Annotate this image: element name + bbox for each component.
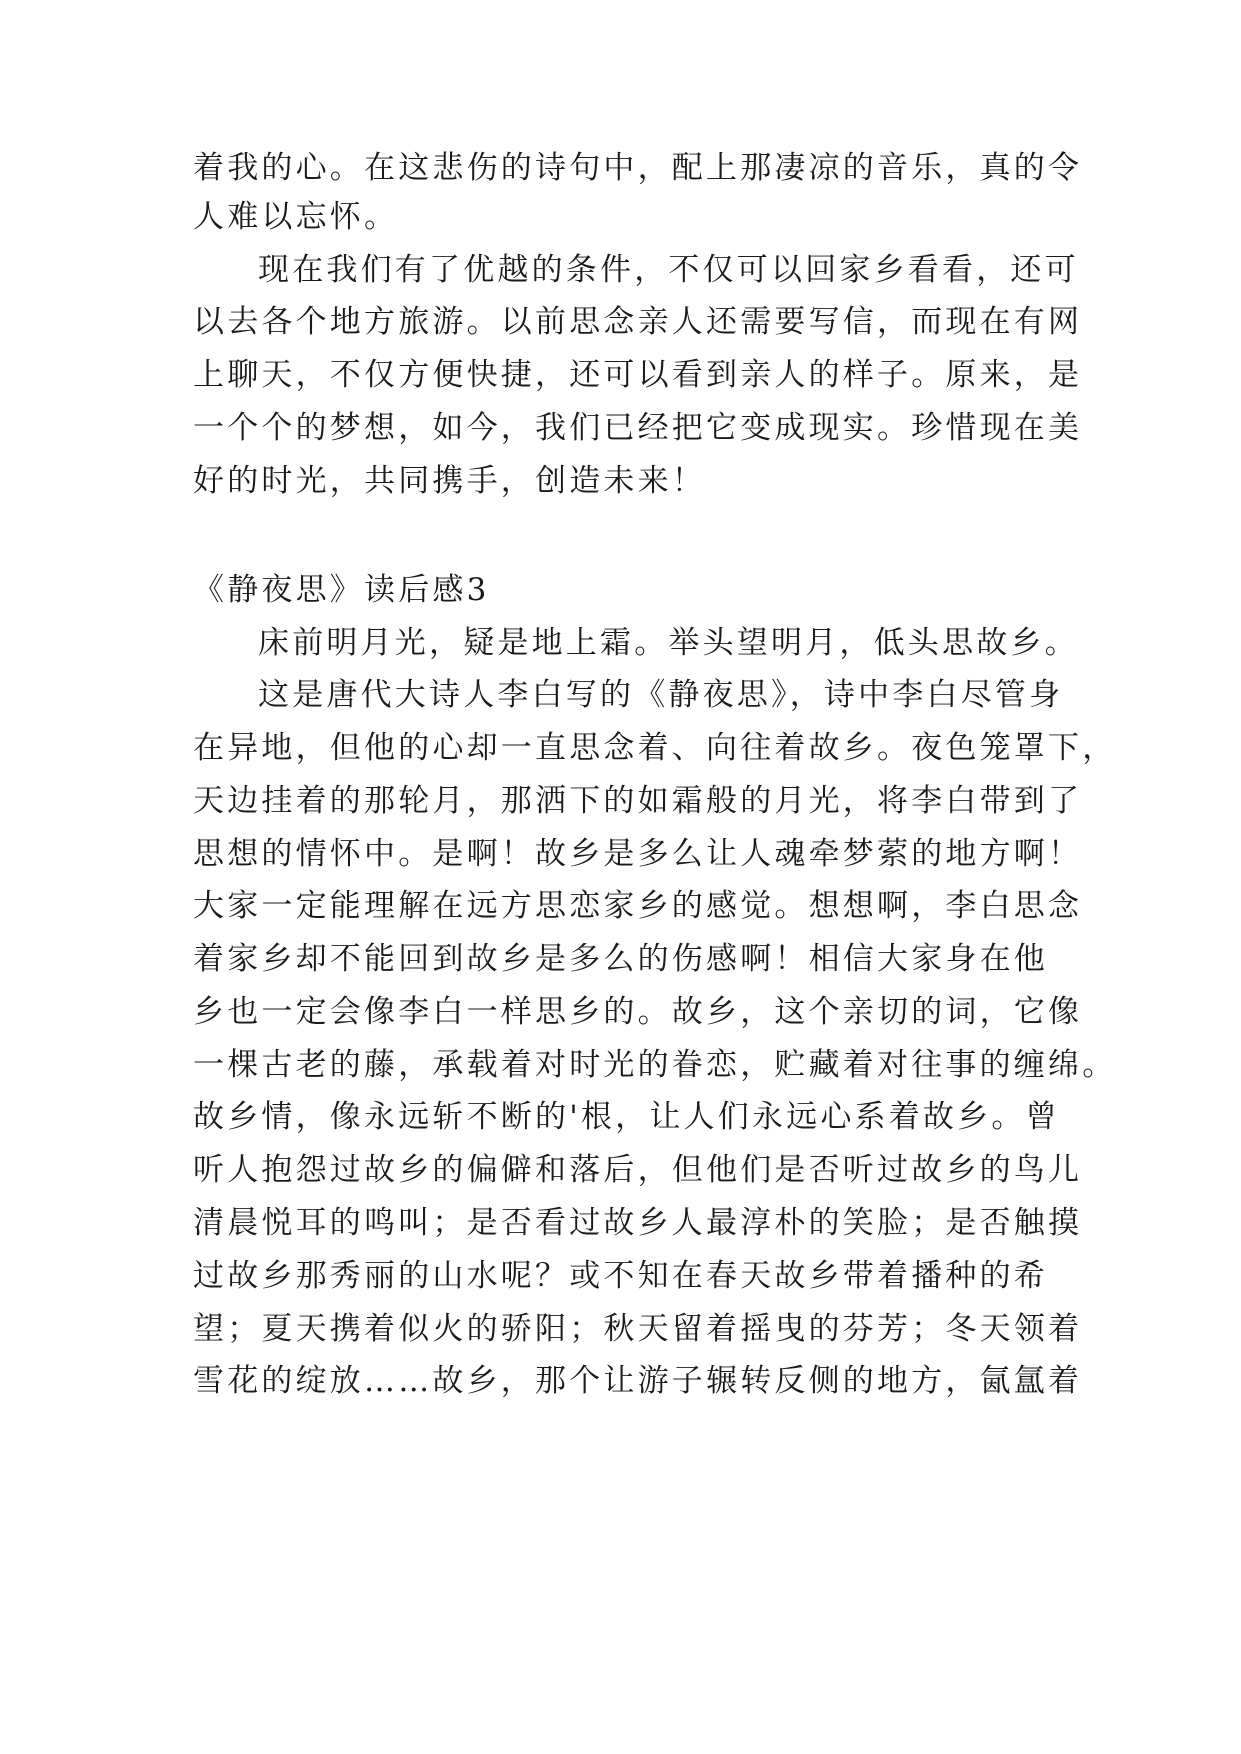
text-line: 大家一定能理解在远方思恋家乡的感觉。想想啊，李白思念 xyxy=(193,888,1083,924)
text-line: 以去各个地方旅游。以前思念亲人还需要写信，而现在有网 xyxy=(193,304,1083,340)
text-line: 人难以忘怀。 xyxy=(193,199,399,235)
text-line: 一个个的梦想，如今，我们已经把它变成现实。珍惜现在美 xyxy=(193,410,1083,446)
text-line: 过故乡那秀丽的山水呢？或不知在春天故乡带着播种的希 xyxy=(193,1258,1048,1294)
text-line: 听人抱怨过故乡的偏僻和落后，但他们是否听过故乡的鸟儿 xyxy=(193,1152,1083,1188)
text-line: 乡也一定会像李白一样思乡的。故乡，这个亲切的词，它像 xyxy=(193,994,1083,1030)
section-title: 《静夜思》读后感3 xyxy=(193,572,490,608)
text-line: 现在我们有了优越的条件，不仅可以回家乡看看，还可 xyxy=(258,252,1079,288)
text-line: 清晨悦耳的鸣叫；是否看过故乡人最淳朴的笑脸；是否触摸 xyxy=(193,1205,1083,1241)
text-line: 望；夏天携着似火的骄阳；秋天留着摇曳的芬芳；冬天领着 xyxy=(193,1311,1083,1347)
text-line: 一棵古老的藤，承载着对时光的眷恋，贮藏着对往事的缠绵。 xyxy=(193,1047,1117,1083)
text-line: 着我的心。在这悲伤的诗句中，配上那凄凉的音乐，真的令 xyxy=(193,150,1083,186)
text-line: 上聊天，不仅方便快捷，还可以看到亲人的样子。原来，是 xyxy=(193,357,1083,393)
text-line: 这是唐代大诗人李白写的《静夜思》，诗中李白尽管身 xyxy=(258,677,1064,713)
text-line: 好的时光，共同携手，创造未来！ xyxy=(193,463,706,499)
text-line: 着家乡却不能回到故乡是多么的伤感啊！相信大家身在他 xyxy=(193,941,1048,977)
text-line: 思想的情怀中。是啊！故乡是多么让人魂牵梦萦的地方啊！ xyxy=(193,836,1083,872)
text-line: 在异地，但他的心却一直思念着、向往着故乡。夜色笼罩下， xyxy=(193,730,1117,766)
poem-line: 床前明月光，疑是地上霜。举头望明月，低头思故乡。 xyxy=(258,625,1079,661)
text-line: 雪花的绽放……故乡，那个让游子辗转反侧的地方，氤氲着 xyxy=(193,1363,1083,1399)
text-line: 天边挂着的那轮月，那洒下的如霜般的月光，将李白带到了 xyxy=(193,783,1083,819)
text-line: 故乡情，像永远斩不断的'根，让人们永远心系着故乡。曾 xyxy=(193,1099,1060,1135)
